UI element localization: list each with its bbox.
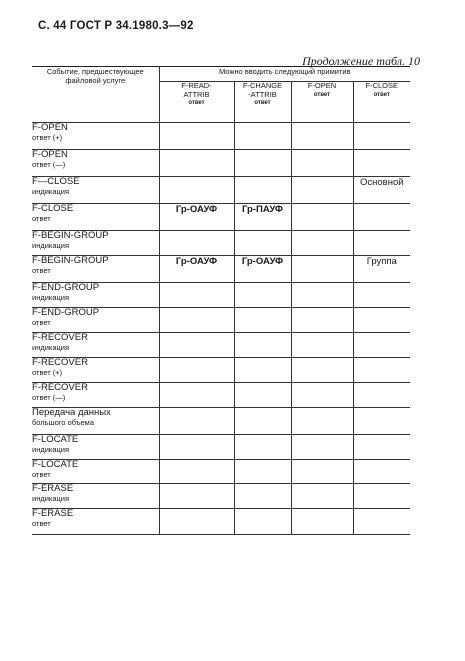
primitive-cell — [291, 509, 353, 535]
event-cell — [32, 333, 159, 358]
primitive-cell — [159, 308, 234, 333]
primitive-cell — [353, 383, 410, 408]
primitive-cell — [353, 408, 410, 435]
primitive-cell: Гр-ОАУФ — [159, 256, 234, 283]
event-kind: большого объема — [32, 418, 95, 427]
table-row — [32, 123, 410, 150]
event-name: F-LOCATE — [32, 459, 79, 470]
event-kind: индикация — [32, 343, 70, 352]
primitive-cell — [353, 358, 410, 383]
table-row — [32, 435, 410, 460]
event-kind: ответ (+) — [32, 368, 63, 377]
event-cell — [32, 231, 159, 256]
primitive-cell — [159, 123, 234, 150]
table-row — [32, 358, 410, 383]
primitive-cell — [159, 460, 234, 484]
event-name: F-CLOSE — [32, 203, 74, 214]
primitive-cell — [234, 509, 291, 535]
primitive-cell — [159, 358, 234, 383]
primitive-cell — [353, 283, 410, 308]
event-name: F-ERASE — [32, 508, 74, 519]
event-name: F-RECOVER — [32, 357, 88, 368]
table-row — [32, 231, 410, 256]
event-cell — [32, 256, 159, 283]
primitive-cell — [234, 231, 291, 256]
primitive-name: F-CLOSE — [365, 81, 399, 90]
primitive-cell — [234, 435, 291, 460]
event-cell — [32, 383, 159, 408]
primitive-cell — [353, 231, 410, 256]
event-name: F-BEGIN-GROUP — [32, 255, 109, 266]
primitive-cell — [234, 333, 291, 358]
table-row — [32, 283, 410, 308]
primitive-cell — [159, 383, 234, 408]
event-kind: ответ (—) — [32, 393, 66, 402]
primitive-cell — [291, 231, 353, 256]
event-cell — [32, 509, 159, 535]
table-row — [32, 484, 410, 509]
primitive-name: F-READ- ATTRIB — [181, 81, 212, 99]
event-name: F-OPEN — [32, 122, 68, 133]
event-name: F-LOCATE — [32, 434, 79, 445]
primitive-cell: Гр-ПАУФ — [234, 204, 291, 231]
event-kind: индикация — [32, 293, 70, 302]
primitive-cell — [291, 435, 353, 460]
primitive-cell — [234, 484, 291, 509]
primitive-cell — [159, 435, 234, 460]
event-cell — [32, 435, 159, 460]
primitive-cell — [353, 123, 410, 150]
primitive-cell: Группа — [353, 256, 410, 283]
event-name: F-END-GROUP — [32, 282, 100, 293]
primitive-cell — [353, 308, 410, 333]
primitive-cell — [291, 177, 353, 204]
event-cell — [32, 484, 159, 509]
table-row — [32, 383, 410, 408]
primitive-cell — [353, 204, 410, 231]
primitive-cell — [159, 150, 234, 177]
event-cell — [32, 408, 159, 435]
primitive-cell — [353, 435, 410, 460]
event-name: F-OPEN — [32, 149, 68, 160]
event-cell — [32, 123, 159, 150]
primitive-column-header — [291, 82, 353, 123]
event-name: F-ERASE — [32, 483, 74, 494]
primitive-cell — [291, 358, 353, 383]
event-cell — [32, 308, 159, 333]
primitive-cell — [353, 484, 410, 509]
primitive-cell — [234, 358, 291, 383]
event-kind: индикация — [32, 445, 70, 454]
primitive-cell — [234, 308, 291, 333]
primitive-type: ответ — [254, 100, 271, 106]
table-row — [32, 460, 410, 484]
event-kind: ответ (—) — [32, 160, 66, 169]
event-kind: индикация — [32, 241, 70, 250]
event-kind: ответ — [32, 318, 51, 327]
event-name: Передача данных — [32, 407, 111, 418]
primitive-cell — [353, 150, 410, 177]
primitive-cell — [291, 308, 353, 333]
primitive-cell — [159, 408, 234, 435]
event-name: F-RECOVER — [32, 382, 88, 393]
page-header: С. 44 ГОСТ Р 34.1980.3—92 — [38, 20, 194, 32]
event-kind: ответ — [32, 266, 51, 275]
primitive-cell — [291, 460, 353, 484]
event-cell — [32, 283, 159, 308]
table-row — [32, 408, 410, 435]
primitive-column-header — [234, 82, 291, 123]
table-row — [32, 150, 410, 177]
event-name: F-BEGIN-GROUP — [32, 230, 109, 241]
event-name: F-RECOVER — [32, 332, 88, 343]
primitive-cell — [353, 333, 410, 358]
primitive-cell — [159, 283, 234, 308]
primitive-cell — [291, 484, 353, 509]
event-name: F-END-GROUP — [32, 307, 100, 318]
primitive-cell — [234, 283, 291, 308]
event-cell — [32, 204, 159, 231]
primitive-cell — [291, 383, 353, 408]
primitive-column-header — [353, 82, 410, 123]
primitive-cell — [234, 408, 291, 435]
event-kind: ответ (+) — [32, 133, 63, 142]
event-kind: ответ — [32, 519, 51, 528]
table-row — [32, 256, 410, 283]
primitive-cell — [353, 460, 410, 484]
primitive-type: ответ — [313, 91, 331, 98]
primitive-type: ответ — [188, 100, 205, 106]
primitive-cell — [291, 408, 353, 435]
primitive-cell — [291, 150, 353, 177]
primitive-cell — [159, 333, 234, 358]
primitive-cell — [159, 484, 234, 509]
primitive-cell — [234, 150, 291, 177]
primitive-cell — [291, 333, 353, 358]
primitive-group-header: Можно вводить следующий примитив — [159, 67, 410, 82]
table-body — [32, 123, 410, 535]
table-row — [32, 308, 410, 333]
primitive-cell: Основной — [353, 177, 410, 204]
primitive-column-header — [159, 82, 234, 123]
primitive-cell — [291, 123, 353, 150]
table-continuation-caption: Продолжение табл. 10 — [302, 54, 420, 68]
event-kind: ответ — [32, 470, 51, 479]
table-row — [32, 204, 410, 231]
event-kind: индикация — [32, 187, 70, 196]
primitive-cell — [234, 383, 291, 408]
primitive-cell — [353, 509, 410, 535]
primitive-cell — [291, 204, 353, 231]
primitive-name: F-OPEN — [307, 81, 337, 90]
table-row — [32, 177, 410, 204]
primitive-cell — [291, 283, 353, 308]
primitive-cell: Гр-ОАУФ — [159, 204, 234, 231]
event-cell — [32, 460, 159, 484]
primitive-cell — [159, 509, 234, 535]
primitive-cell — [234, 123, 291, 150]
primitive-cell: Гр-ОАУФ — [234, 256, 291, 283]
event-cell — [32, 150, 159, 177]
primitives-table — [32, 66, 410, 535]
primitive-cell — [159, 231, 234, 256]
primitive-cell — [291, 256, 353, 283]
event-name: F—CLOSE — [32, 176, 80, 187]
table-row — [32, 333, 410, 358]
primitive-cell — [234, 460, 291, 484]
event-cell — [32, 177, 159, 204]
event-kind: индикация — [32, 494, 70, 503]
primitive-type: ответ — [373, 91, 390, 98]
primitive-cell — [234, 177, 291, 204]
event-cell — [32, 358, 159, 383]
table-row — [32, 509, 410, 535]
event-column-header: Событие, предшествующее файловой услуге — [32, 67, 159, 123]
primitive-name: F-CHANGE -ATTRIB — [242, 81, 283, 99]
primitive-cell — [159, 177, 234, 204]
event-kind: ответ — [32, 214, 51, 223]
